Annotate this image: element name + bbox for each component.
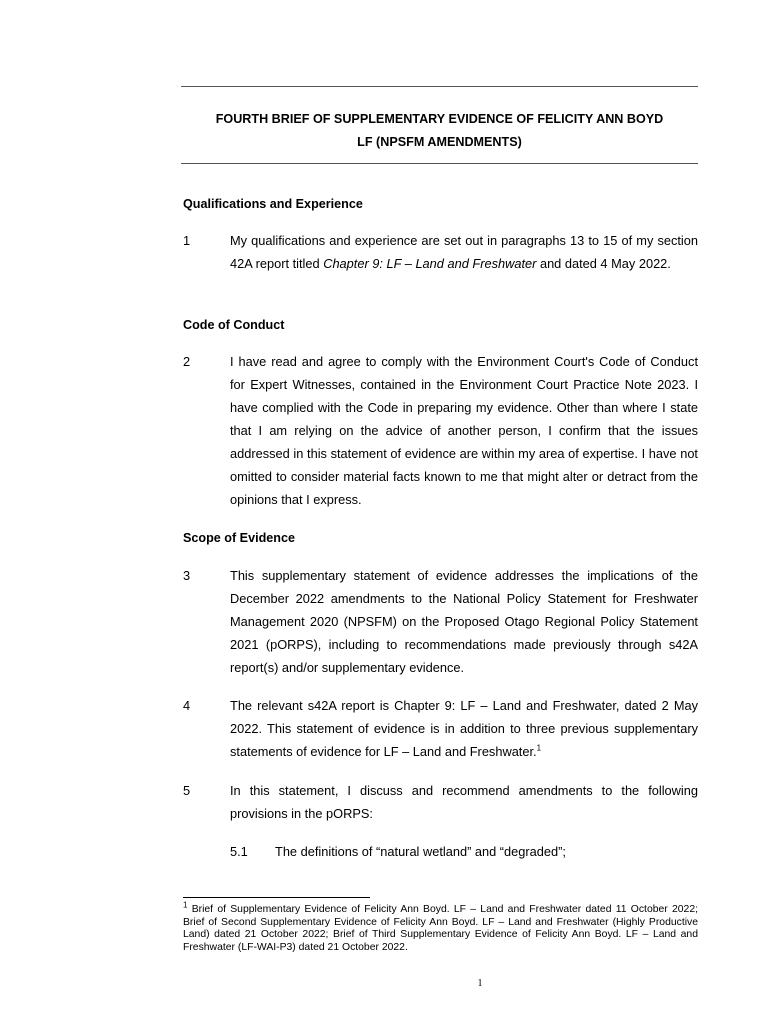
- paragraph-number: 5: [183, 783, 191, 798]
- footnote-marker: 1: [183, 900, 188, 910]
- report-title-italic: Chapter 9: LF – Land and Freshwater: [323, 256, 537, 271]
- paragraph-2: [183, 350, 698, 511]
- paragraph-number: 3: [183, 568, 191, 583]
- paragraph-number: 4: [183, 698, 191, 713]
- footnote-separator: [183, 897, 370, 898]
- heading-code-of-conduct: Code of Conduct: [183, 318, 285, 332]
- footnote-1: [183, 900, 698, 954]
- footnote-reference[interactable]: 1: [536, 743, 542, 753]
- heading-qualifications: Qualifications and Experience: [183, 197, 363, 211]
- paragraph-body: This supplementary statement of evidence addresses the implications of the December 2022 amendments to the National Policy Statement for Freshwater Management 2020 (NPSFM) on the Proposed Otago Regional Policy Statement 2021 (pORPS), including to recommendations made previously through s42A report(s) and/or supplementary evidence.: [230, 568, 698, 675]
- document-title: [181, 108, 698, 154]
- paragraph-text: The relevant s42A report is Chapter 9: LF – Land and Freshwater, dated 2 May 2022. This statement of evidence is in addition to three previous supplementary statements of evidence for LF – Land and Freshwater.: [230, 698, 698, 759]
- subparagraph-5-1: [230, 840, 698, 863]
- subparagraph-body: The definitions of “natural wetland” and “degraded”;: [275, 844, 566, 859]
- heading-scope-of-evidence: Scope of Evidence: [183, 531, 295, 545]
- title-line-1: FOURTH BRIEF OF SUPPLEMENTARY EVIDENCE OF FELICITY ANN BOYD: [215, 112, 664, 126]
- paragraph-body: [230, 694, 698, 763]
- paragraph-body: [230, 229, 698, 275]
- paragraph-1: [183, 229, 698, 275]
- paragraph-3: [183, 564, 698, 679]
- paragraph-4: [183, 694, 698, 763]
- paragraph-number: 2: [183, 354, 191, 369]
- paragraph-text: and dated 4 May 2022.: [536, 256, 671, 271]
- title-top-rule: [181, 86, 698, 87]
- page-number: 1: [477, 978, 483, 989]
- paragraph-text: My qualifications and experience are set out in paragraphs 13 to 15 of my section 42A report titled: [230, 233, 698, 271]
- paragraph-5: [183, 779, 698, 825]
- title-line-2: LF (NPSFM AMENDMENTS): [357, 135, 522, 149]
- paragraph-body: I have read and agree to comply with the Environment Court's Code of Conduct for Expert Witnesses, contained in the Environment Court Practice Note 2023. I have complied with the Code in preparing my evidence. Other than where I state that I am relying on the advice of another person, I confirm that the issues addressed in this statement of evidence are within my area of expertise. I have not omitted to consider material facts known to me that might alter or detract from the opinions that I express.: [230, 354, 698, 507]
- title-bottom-rule: [181, 163, 698, 164]
- footnote-text: Brief of Supplementary Evidence of Felicity Ann Boyd. LF – Land and Freshwater dated 11 October 2022; Brief of Second Supplementary Evidence of Felicity Ann Boyd. LF – Land and Freshwater (Highly Productive Land) dated 21 October 2022; Brief of Third Supplementary Evidence of Felicity Ann Boyd. LF – Land and Freshwater (LF-WAI-P3) dated 21 October 2022.: [183, 904, 698, 953]
- subparagraph-number: 5.1: [230, 844, 248, 859]
- paragraph-number: 1: [183, 233, 191, 248]
- paragraph-body: In this statement, I discuss and recommend amendments to the following provisions in the pORPS:: [230, 783, 698, 821]
